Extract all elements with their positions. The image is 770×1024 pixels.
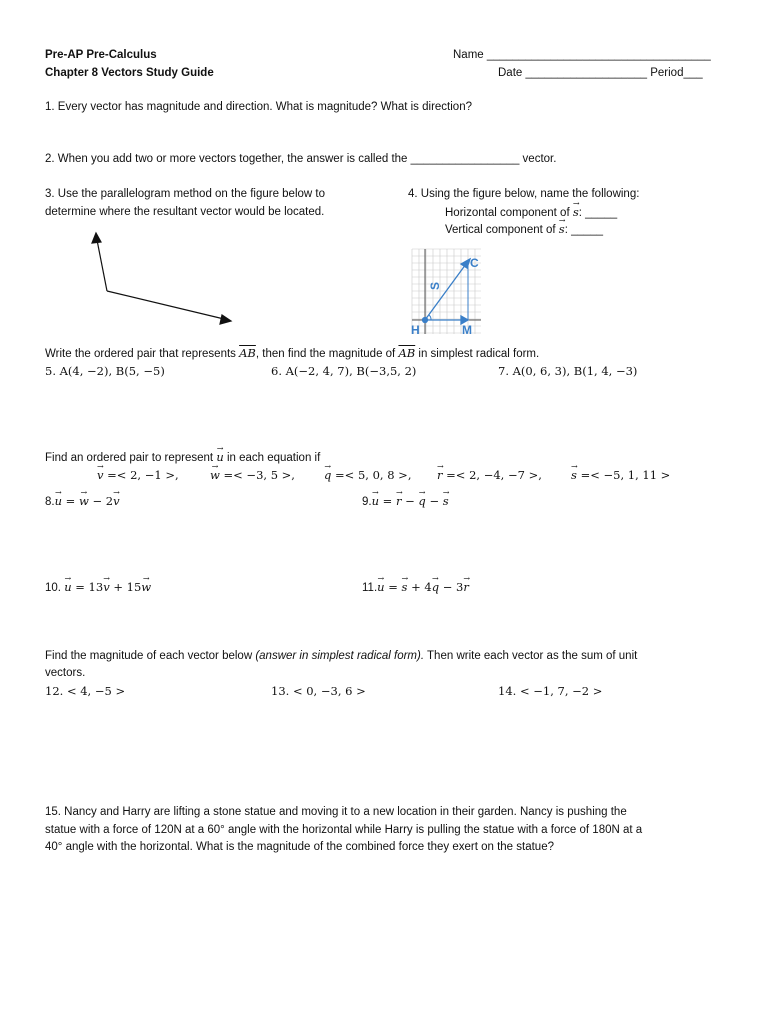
chapter-title: Chapter 8 Vectors Study Guide xyxy=(45,67,214,79)
question-13: 13. < 0, −3, 6 > xyxy=(271,684,366,698)
w-value: =< −3, 5 >, xyxy=(223,468,295,482)
question-15-line3: 40° angle with the horizontal. What is the magnitude of the combined force they exert on the statue? xyxy=(45,841,554,853)
vector-r-definition xyxy=(437,467,542,484)
name-blank[interactable]: ___________________________________ xyxy=(486,49,711,61)
vector-q-symbol: → q xyxy=(324,467,331,484)
vector-q-symbol: → q xyxy=(432,579,439,596)
vector-v-symbol: → v xyxy=(97,467,104,484)
vector-s-symbol: → s xyxy=(573,204,579,221)
vector-u-symbol: → u xyxy=(372,493,379,510)
instr-post: Then write each vector as the sum of unit xyxy=(424,650,638,662)
question-9 xyxy=(362,493,449,511)
question-7: 7. A(0, 6, 3), B(1, 4, −3) xyxy=(498,364,638,378)
vector-s-symbol: → s xyxy=(559,221,565,238)
vector-s-definition xyxy=(571,467,670,484)
vector-q-symbol: → q xyxy=(418,493,425,510)
question-8 xyxy=(45,493,120,511)
horizontal-blank[interactable]: : _____ xyxy=(578,207,618,219)
section-mag-line2: vectors. xyxy=(45,667,86,679)
origin-point xyxy=(423,318,428,323)
course-title: Pre-AP Pre-Calculus xyxy=(45,49,157,61)
horizontal-prefix: Horizontal component of xyxy=(445,207,573,219)
question-2: 2. When you add two or more vectors together, the answer is called the _________________ vector. xyxy=(45,153,557,165)
r-value: =< 2, −4, −7 >, xyxy=(446,468,542,482)
q9-number: 9. xyxy=(362,496,372,508)
name-label: Name xyxy=(453,49,484,61)
section-u-instructions xyxy=(45,449,320,467)
figure-vectors xyxy=(423,259,471,324)
question-4-line1: 4. Using the figure below, name the following: xyxy=(408,188,640,200)
question-11 xyxy=(362,579,469,597)
vector-u-symbol: → u xyxy=(377,579,384,596)
vector-u-symbol: → u xyxy=(55,493,62,510)
question-5: 5. A(4, −2), B(5, −5) xyxy=(45,364,165,378)
vector-r-symbol: → r xyxy=(463,579,469,596)
q11-eq: + 4 xyxy=(407,580,432,594)
segment-ab: $\overline{AB}$ xyxy=(239,346,256,360)
label-c: C xyxy=(470,256,479,270)
q9-eq: − xyxy=(425,494,443,508)
q10-eq: + 15 xyxy=(109,580,142,594)
vector-w-symbol: → w xyxy=(141,579,151,596)
vector-w-symbol: → w xyxy=(79,493,89,510)
vector-s-symbol: → s xyxy=(571,467,577,484)
q8-eq: − 2 xyxy=(88,494,114,508)
q10-eq: = 13 xyxy=(71,580,104,594)
question-15-line2: statue with a force of 120N at a 60° angle with the horizontal while Harry is pulling the statue with a force of 180N at a xyxy=(45,824,643,836)
q-value: =< 5, 0, 8 >, xyxy=(335,468,412,482)
q8-eq: = xyxy=(62,494,79,508)
question-12: 12. < 4, −5 > xyxy=(45,684,126,698)
question-3-line2: determine where the resultant vector would be located. xyxy=(45,206,325,218)
instr-pre: Find the magnitude of each vector below xyxy=(45,650,256,662)
instr-pre: Find an ordered pair to represent xyxy=(45,452,217,464)
instr-pre: Write the ordered pair that represents xyxy=(45,348,240,360)
instr-post: in each equation if xyxy=(223,452,321,464)
instr-post: in simplest radical form. xyxy=(415,348,540,360)
vector-r-symbol: → r xyxy=(437,467,443,484)
label-s: S xyxy=(428,281,442,290)
question-10 xyxy=(45,579,151,597)
q10-number: 10. xyxy=(45,582,65,594)
instr-italic: (answer in simplest radical form). xyxy=(255,650,425,662)
s-value: =< −5, 1, 11 > xyxy=(580,468,671,482)
vertical-prefix: Vertical component of xyxy=(445,224,559,236)
q9-eq: − xyxy=(401,494,419,508)
q11-eq: = xyxy=(384,580,402,594)
vector-v-symbol: → v xyxy=(113,493,120,510)
vector-r-symbol: → r xyxy=(396,493,402,510)
label-h: H xyxy=(411,323,420,337)
question-3-line1: 3. Use the parallelogram method on the figure below to xyxy=(45,188,325,200)
question-6: 6. A(−2, 4, 7), B(−3,5, 2) xyxy=(271,364,417,378)
q11-eq: − 3 xyxy=(439,580,464,594)
vector-u-symbol: → u xyxy=(64,579,71,596)
period-label: Period xyxy=(650,67,684,79)
vector-q-definition xyxy=(324,467,411,484)
period-blank[interactable]: ___ xyxy=(683,67,703,79)
date-label: Date xyxy=(498,67,523,79)
vector-w-definition xyxy=(210,467,295,484)
q11-number: 11. xyxy=(362,582,378,594)
v-value: =< 2, −1 >, xyxy=(107,468,179,482)
question-14: 14. < −1, 7, −2 > xyxy=(498,684,603,698)
vector-v-symbol: → v xyxy=(103,579,110,596)
q8-number: 8. xyxy=(45,496,55,508)
question-15-line1: 15. Nancy and Harry are lifting a stone statue and moving it to a new location in their garden. Nancy is pushing the xyxy=(45,806,627,818)
vector-v-definition xyxy=(97,467,179,484)
date-blank[interactable]: ___________________ xyxy=(525,67,648,79)
vertical-blank[interactable]: : _____ xyxy=(564,224,604,236)
section-mag-instructions xyxy=(45,648,637,665)
vector-s-arrowhead xyxy=(461,259,470,268)
question-1: 1. Every vector has magnitude and direction. What is magnitude? What is direction? xyxy=(45,101,472,113)
instr-mid: , then find the magnitude of xyxy=(255,348,399,360)
q9-eq: = xyxy=(379,494,396,508)
vector-s-hypotenuse xyxy=(425,264,466,320)
label-m: M xyxy=(462,323,472,337)
segment-ab: $\overline{AB}$ xyxy=(398,346,416,360)
vector-w-symbol: → w xyxy=(210,467,220,484)
vector-u-symbol: → u xyxy=(216,449,223,466)
section-ab-instructions xyxy=(45,345,539,363)
vector-s-symbol: → s xyxy=(402,579,408,596)
vector-s-symbol: → s xyxy=(443,493,449,510)
